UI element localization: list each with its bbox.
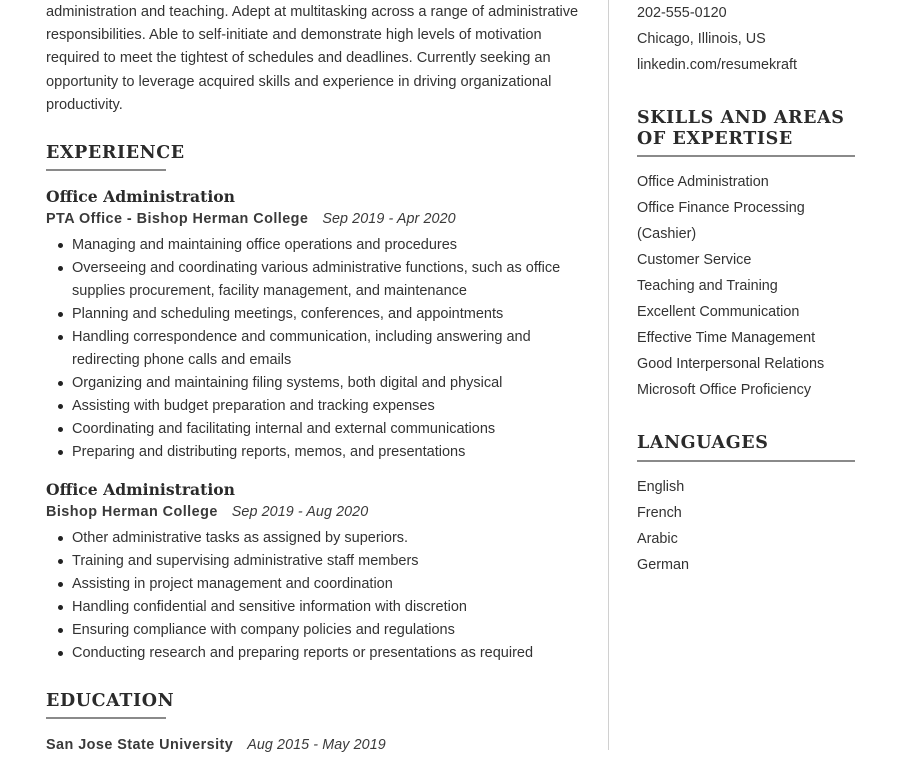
education-entry	[46, 735, 586, 756]
list-item: Assisting in project management and coordination	[46, 573, 586, 596]
contact-phone: 202-555-0120	[637, 5, 727, 21]
list-item: Assisting with budget preparation and tracking expenses	[46, 395, 586, 418]
list-item: Training and supervising administrative staff members	[46, 550, 586, 573]
experience-entry-dates: Sep 2019 - Aug 2020	[231, 504, 369, 521]
experience-entry-title: Office Administration	[46, 479, 236, 499]
list-item: Other administrative tasks as assigned by superiors.	[46, 527, 586, 550]
experience-section	[46, 143, 586, 665]
list-item: Customer Service	[637, 252, 752, 269]
list-item: English	[637, 478, 685, 495]
skills-list	[637, 169, 865, 403]
professional-summary	[46, 0, 586, 117]
list-item: Handling confidential and sensitive information with discretion	[46, 596, 586, 619]
list-item: Managing and maintaining office operations and procedures	[46, 234, 586, 257]
list-item: Good Interpersonal Relations	[637, 356, 825, 373]
list-item: French	[637, 504, 682, 521]
contact-linkedin[interactable]: linkedin.com/resumekraft	[637, 57, 797, 73]
list-item: Planning and scheduling meetings, conferences, and appointments	[46, 303, 586, 326]
list-item: Microsoft Office Proficiency	[637, 382, 812, 399]
experience-heading: EXPERIENCE	[46, 143, 185, 164]
experience-entry-organization: Bishop Herman College	[46, 504, 218, 521]
experience-entry-title: Office Administration	[46, 186, 236, 206]
list-item: Ensuring compliance with company policies and regulations	[46, 619, 586, 642]
summary-text: administration and teaching. Adept at multitasking across a range of administrative responsibilities. Able to self-initiate and demonstrate high levels of motivation required to meet the tightest of schedules and deadlines. Currently seeking an opportunity to leverage acquired skills and experience in driving organizational productivity.	[46, 4, 579, 113]
list-item: Preparing and distributing reports, memos, and presentations	[46, 441, 586, 464]
contact-location: Chicago, Illinois, US	[637, 31, 766, 47]
list-item: Coordinating and facilitating internal and external communications	[46, 418, 586, 441]
column-divider	[608, 0, 609, 750]
experience-heading-rule	[46, 169, 166, 171]
languages-list	[637, 474, 865, 578]
education-heading: EDUCATION	[46, 691, 175, 712]
education-entry-meta	[46, 735, 586, 756]
list-item: German	[637, 556, 689, 573]
education-entry-school: San Jose State University	[46, 736, 234, 753]
languages-heading-rule	[637, 460, 855, 462]
experience-entry-organization: PTA Office - Bishop Herman College	[46, 211, 309, 228]
list-item: Arabic	[637, 530, 678, 547]
languages-heading: LANGUAGES	[637, 433, 769, 454]
list-item: Effective Time Management	[637, 330, 816, 347]
list-item: Handling correspondence and communication, including answering and redirecting phone calls and emails	[46, 326, 586, 372]
languages-section	[637, 433, 865, 578]
education-heading-rule	[46, 717, 166, 719]
main-column	[46, 0, 586, 758]
sidebar-column	[637, 0, 865, 578]
skills-section	[637, 108, 865, 403]
experience-entry-bullets	[46, 234, 586, 464]
list-item: Organizing and maintaining filing systems, both digital and physical	[46, 372, 586, 395]
list-item: Excellent Communication	[637, 304, 800, 321]
skills-heading-rule	[637, 155, 855, 157]
experience-entry-bullets	[46, 527, 586, 665]
education-section	[46, 691, 586, 755]
list-item: Overseeing and coordinating various administrative functions, such as office supplies procurement, facility management, and maintenance	[46, 257, 586, 303]
experience-entry-dates: Sep 2019 - Apr 2020	[322, 211, 456, 228]
education-entry-dates: Aug 2015 - May 2019	[247, 736, 386, 753]
experience-entry-meta	[46, 209, 586, 230]
skills-heading: SKILLS AND AREAS OF EXPERTISE	[637, 108, 845, 149]
list-item: Teaching and Training	[637, 278, 778, 295]
list-item: Office Administration	[637, 174, 769, 191]
list-item: Office Finance Processing (Cashier)	[637, 200, 805, 243]
contact-list	[637, 0, 865, 78]
experience-entry-meta	[46, 502, 586, 523]
experience-entry	[46, 480, 586, 665]
list-item: Conducting research and preparing reports or presentations as required	[46, 642, 586, 665]
experience-entry	[46, 187, 586, 464]
